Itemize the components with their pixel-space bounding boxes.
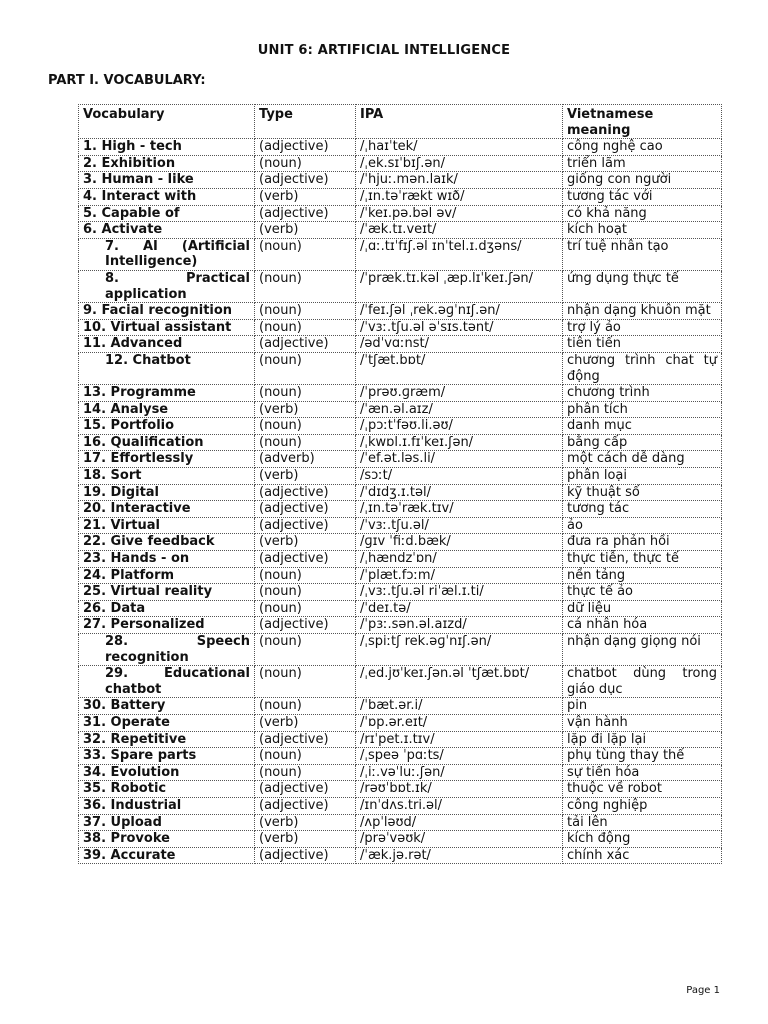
ipa-cell: /ˌhændzˈɒn/ bbox=[356, 551, 563, 568]
vocab-word-cell: 21. Virtual bbox=[79, 517, 255, 534]
meaning-cell: thực tế ảo bbox=[563, 584, 722, 601]
table-row bbox=[79, 814, 722, 831]
vocab-word-cell: 7. AI (Artificial Intelligence) bbox=[79, 238, 255, 270]
word-type-cell: (adjective) bbox=[255, 797, 356, 814]
table-row bbox=[79, 484, 722, 501]
ipa-cell: /ˈtʃæt.bɒt/ bbox=[356, 352, 563, 384]
ipa-cell: /ˈpræk.tɪ.kəl ˌæp.lɪˈkeɪ.ʃən/ bbox=[356, 270, 563, 302]
table-row bbox=[79, 634, 722, 666]
vocab-word-cell: 16. Qualification bbox=[79, 434, 255, 451]
ipa-cell: /rəʊˈbɒt.ɪk/ bbox=[356, 781, 563, 798]
header-vocabulary: Vocabulary bbox=[79, 105, 255, 139]
vocab-word-cell: 33. Spare parts bbox=[79, 748, 255, 765]
ipa-cell: /sɔːt/ bbox=[356, 468, 563, 485]
table-row bbox=[79, 385, 722, 402]
meaning-cell: vận hành bbox=[563, 714, 722, 731]
vocab-word-cell: 2. Exhibition bbox=[79, 155, 255, 172]
word-type-cell: (noun) bbox=[255, 567, 356, 584]
ipa-cell: /ɪnˈdʌs.tri.əl/ bbox=[356, 797, 563, 814]
ipa-cell: /ˈpɜː.sən.əl.aɪzd/ bbox=[356, 617, 563, 634]
page-number: Page 1 bbox=[686, 985, 720, 996]
vocab-word-cell: 32. Repetitive bbox=[79, 731, 255, 748]
word-type-cell: (verb) bbox=[255, 814, 356, 831]
table-row bbox=[79, 418, 722, 435]
ipa-cell: /ˈæk.tɪ.veɪt/ bbox=[356, 222, 563, 239]
word-type-cell: (verb) bbox=[255, 534, 356, 551]
table-row bbox=[79, 781, 722, 798]
word-type-cell: (adjective) bbox=[255, 336, 356, 353]
ipa-cell: /ˌvɜː.tʃu.əl riˈæl.ɪ.ti/ bbox=[356, 584, 563, 601]
ipa-cell: /ˌhaɪˈtek/ bbox=[356, 139, 563, 156]
ipa-cell: /ˌɪn.təˈrækt wɪð/ bbox=[356, 188, 563, 205]
meaning-cell: trí tuệ nhân tạo bbox=[563, 238, 722, 270]
meaning-cell: tương tác với bbox=[563, 188, 722, 205]
table-row bbox=[79, 139, 722, 156]
ipa-cell: /ʌpˈləʊd/ bbox=[356, 814, 563, 831]
ipa-cell: /ˈef.ət.ləs.li/ bbox=[356, 451, 563, 468]
meaning-cell: chương trình bbox=[563, 385, 722, 402]
ipa-cell: /ˈplæt.fɔːm/ bbox=[356, 567, 563, 584]
table-row bbox=[79, 797, 722, 814]
ipa-cell: /ˌiː.vəˈluː.ʃən/ bbox=[356, 764, 563, 781]
meaning-cell: nền tảng bbox=[563, 567, 722, 584]
table-body bbox=[79, 139, 722, 864]
meaning-cell: sự tiến hóa bbox=[563, 764, 722, 781]
meaning-cell: lặp đi lặp lại bbox=[563, 731, 722, 748]
meaning-cell: giống con người bbox=[563, 172, 722, 189]
section-heading: PART I. VOCABULARY: bbox=[48, 73, 206, 88]
table-row bbox=[79, 270, 722, 302]
word-type-cell: (noun) bbox=[255, 155, 356, 172]
ipa-cell: /ədˈvɑːnst/ bbox=[356, 336, 563, 353]
vocab-word-cell: 22. Give feedback bbox=[79, 534, 255, 551]
vocab-word-cell: 25. Virtual reality bbox=[79, 584, 255, 601]
vocab-word-cell: 24. Platform bbox=[79, 567, 255, 584]
ipa-cell: /ˌed.jʊˈkeɪ.ʃən.əl ˈtʃæt.bɒt/ bbox=[356, 666, 563, 698]
vocab-word-cell: 19. Digital bbox=[79, 484, 255, 501]
table-row bbox=[79, 600, 722, 617]
word-type-cell: (adjective) bbox=[255, 517, 356, 534]
vocab-word-cell: 26. Data bbox=[79, 600, 255, 617]
ipa-cell: /ɡɪv ˈfiːd.bæk/ bbox=[356, 534, 563, 551]
table-row bbox=[79, 451, 722, 468]
word-type-cell: (noun) bbox=[255, 270, 356, 302]
table-row bbox=[79, 188, 722, 205]
vocab-word-cell: 20. Interactive bbox=[79, 501, 255, 518]
vocab-word-cell: 37. Upload bbox=[79, 814, 255, 831]
word-type-cell: (noun) bbox=[255, 319, 356, 336]
meaning-cell: thực tiễn, thực tế bbox=[563, 551, 722, 568]
word-type-cell: (adjective) bbox=[255, 551, 356, 568]
vocab-word-cell: 5. Capable of bbox=[79, 205, 255, 222]
header-vietnamese-meaning: Vietnamese meaning bbox=[563, 105, 722, 139]
table-row bbox=[79, 468, 722, 485]
word-type-cell: (noun) bbox=[255, 418, 356, 435]
vocab-word-cell: 18. Sort bbox=[79, 468, 255, 485]
meaning-cell: thuộc về robot bbox=[563, 781, 722, 798]
ipa-cell: /ˈvɜː.tʃu.əl/ bbox=[356, 517, 563, 534]
header-type: Type bbox=[255, 105, 356, 139]
vocab-word-cell: 35. Robotic bbox=[79, 781, 255, 798]
ipa-cell: /ˈdeɪ.tə/ bbox=[356, 600, 563, 617]
word-type-cell: (adjective) bbox=[255, 139, 356, 156]
ipa-cell: /ˈæn.əl.aɪz/ bbox=[356, 401, 563, 418]
vocab-word-cell: 6. Activate bbox=[79, 222, 255, 239]
vocab-word-cell: 15. Portfolio bbox=[79, 418, 255, 435]
vocab-word-cell: 1. High - tech bbox=[79, 139, 255, 156]
ipa-cell: /prəˈvəʊk/ bbox=[356, 831, 563, 848]
table-row bbox=[79, 698, 722, 715]
header-ipa: IPA bbox=[356, 105, 563, 139]
table-row bbox=[79, 714, 722, 731]
word-type-cell: (verb) bbox=[255, 188, 356, 205]
word-type-cell: (noun) bbox=[255, 600, 356, 617]
word-type-cell: (adjective) bbox=[255, 617, 356, 634]
word-type-cell: (adjective) bbox=[255, 205, 356, 222]
ipa-cell: /ˈbæt.ər.i/ bbox=[356, 698, 563, 715]
word-type-cell: (adverb) bbox=[255, 451, 356, 468]
word-type-cell: (noun) bbox=[255, 385, 356, 402]
table-row bbox=[79, 567, 722, 584]
vocab-word-cell: 39. Accurate bbox=[79, 847, 255, 864]
table-row bbox=[79, 205, 722, 222]
word-type-cell: (adjective) bbox=[255, 731, 356, 748]
table-row bbox=[79, 831, 722, 848]
meaning-cell: tương tác bbox=[563, 501, 722, 518]
ipa-cell: /ˌek.sɪˈbɪʃ.ən/ bbox=[356, 155, 563, 172]
table-row bbox=[79, 666, 722, 698]
table-row bbox=[79, 501, 722, 518]
meaning-cell: phân tích bbox=[563, 401, 722, 418]
word-type-cell: (verb) bbox=[255, 222, 356, 239]
meaning-cell: dữ liệu bbox=[563, 600, 722, 617]
vocab-word-cell: 13. Programme bbox=[79, 385, 255, 402]
table-row bbox=[79, 401, 722, 418]
meaning-cell: danh mục bbox=[563, 418, 722, 435]
vocab-word-cell: 28. Speech recognition bbox=[79, 634, 255, 666]
table-row bbox=[79, 551, 722, 568]
vocab-word-cell: 29. Educational chatbot bbox=[79, 666, 255, 698]
ipa-cell: /ˌɪn.təˈræk.tɪv/ bbox=[356, 501, 563, 518]
vocab-word-cell: 38. Provoke bbox=[79, 831, 255, 848]
table-row bbox=[79, 731, 722, 748]
meaning-cell: chính xác bbox=[563, 847, 722, 864]
word-type-cell: (noun) bbox=[255, 584, 356, 601]
vocab-word-cell: 34. Evolution bbox=[79, 764, 255, 781]
vocab-word-cell: 27. Personalized bbox=[79, 617, 255, 634]
table-row bbox=[79, 336, 722, 353]
vocab-word-cell: 10. Virtual assistant bbox=[79, 319, 255, 336]
ipa-cell: /ˈɒp.ər.eɪt/ bbox=[356, 714, 563, 731]
word-type-cell: (noun) bbox=[255, 434, 356, 451]
meaning-cell: công nghiệp bbox=[563, 797, 722, 814]
ipa-cell: /rɪˈpet.ɪ.tɪv/ bbox=[356, 731, 563, 748]
vocab-word-cell: 31. Operate bbox=[79, 714, 255, 731]
meaning-cell: ảo bbox=[563, 517, 722, 534]
table-row bbox=[79, 617, 722, 634]
table-header-row bbox=[79, 105, 722, 139]
ipa-cell: /ˈhjuː.mən.laɪk/ bbox=[356, 172, 563, 189]
document-title: UNIT 6: ARTIFICIAL INTELLIGENCE bbox=[257, 43, 511, 58]
ipa-cell: /ˌpɔːtˈfəʊ.li.əʊ/ bbox=[356, 418, 563, 435]
vocab-word-cell: 17. Effortlessly bbox=[79, 451, 255, 468]
ipa-cell: /ˈdɪdʒ.ɪ.təl/ bbox=[356, 484, 563, 501]
vocabulary-table bbox=[78, 104, 722, 864]
meaning-cell: nhận dạng giọng nói bbox=[563, 634, 722, 666]
ipa-cell: /ˌkwɒl.ɪ.fɪˈkeɪ.ʃən/ bbox=[356, 434, 563, 451]
meaning-cell: phụ tùng thay thế bbox=[563, 748, 722, 765]
meaning-cell: pin bbox=[563, 698, 722, 715]
meaning-cell: triển lãm bbox=[563, 155, 722, 172]
word-type-cell: (adjective) bbox=[255, 172, 356, 189]
meaning-cell: chatbot dùng trong giáo dục bbox=[563, 666, 722, 698]
vocab-word-cell: 4. Interact with bbox=[79, 188, 255, 205]
vocab-word-cell: 11. Advanced bbox=[79, 336, 255, 353]
ipa-cell: /ˈkeɪ.pə.bəl əv/ bbox=[356, 205, 563, 222]
table-row bbox=[79, 434, 722, 451]
table-row bbox=[79, 847, 722, 864]
table-row bbox=[79, 748, 722, 765]
meaning-cell: ứng dụng thực tế bbox=[563, 270, 722, 302]
ipa-cell: /ˈvɜː.tʃu.əl əˈsɪs.tənt/ bbox=[356, 319, 563, 336]
meaning-cell: nhận dạng khuôn mặt bbox=[563, 303, 722, 320]
word-type-cell: (noun) bbox=[255, 666, 356, 698]
ipa-cell: /ˌspeə ˈpɑːts/ bbox=[356, 748, 563, 765]
table-row bbox=[79, 517, 722, 534]
word-type-cell: (noun) bbox=[255, 634, 356, 666]
vocab-word-cell: 12. Chatbot bbox=[79, 352, 255, 384]
meaning-cell: bằng cấp bbox=[563, 434, 722, 451]
word-type-cell: (verb) bbox=[255, 401, 356, 418]
word-type-cell: (noun) bbox=[255, 748, 356, 765]
word-type-cell: (adjective) bbox=[255, 847, 356, 864]
table-row bbox=[79, 303, 722, 320]
meaning-cell: kỹ thuật số bbox=[563, 484, 722, 501]
meaning-cell: phân loại bbox=[563, 468, 722, 485]
word-type-cell: (noun) bbox=[255, 698, 356, 715]
vocab-word-cell: 23. Hands - on bbox=[79, 551, 255, 568]
ipa-cell: /ˈprəʊ.ɡræm/ bbox=[356, 385, 563, 402]
meaning-cell: công nghệ cao bbox=[563, 139, 722, 156]
meaning-cell: có khả năng bbox=[563, 205, 722, 222]
meaning-cell: kích động bbox=[563, 831, 722, 848]
meaning-cell: trợ lý ảo bbox=[563, 319, 722, 336]
vocab-word-cell: 14. Analyse bbox=[79, 401, 255, 418]
vocab-word-cell: 36. Industrial bbox=[79, 797, 255, 814]
meaning-cell: một cách dễ dàng bbox=[563, 451, 722, 468]
table-row bbox=[79, 238, 722, 270]
vocab-word-cell: 30. Battery bbox=[79, 698, 255, 715]
table-row bbox=[79, 352, 722, 384]
word-type-cell: (verb) bbox=[255, 468, 356, 485]
table-row bbox=[79, 222, 722, 239]
vocab-word-cell: 3. Human - like bbox=[79, 172, 255, 189]
table-row bbox=[79, 764, 722, 781]
table-row bbox=[79, 155, 722, 172]
table-row bbox=[79, 534, 722, 551]
ipa-cell: /ˈfeɪ.ʃəl ˌrek.əɡˈnɪʃ.ən/ bbox=[356, 303, 563, 320]
table-row bbox=[79, 172, 722, 189]
word-type-cell: (adjective) bbox=[255, 484, 356, 501]
vocab-word-cell: 9. Facial recognition bbox=[79, 303, 255, 320]
word-type-cell: (noun) bbox=[255, 238, 356, 270]
word-type-cell: (verb) bbox=[255, 831, 356, 848]
meaning-cell: đưa ra phản hồi bbox=[563, 534, 722, 551]
meaning-cell: tiên tiến bbox=[563, 336, 722, 353]
vocab-word-cell: 8. Practical application bbox=[79, 270, 255, 302]
meaning-cell: cá nhân hóa bbox=[563, 617, 722, 634]
table-row bbox=[79, 319, 722, 336]
word-type-cell: (noun) bbox=[255, 764, 356, 781]
ipa-cell: /ˌɑː.tɪˈfɪʃ.əl ɪnˈtel.ɪ.dʒəns/ bbox=[356, 238, 563, 270]
word-type-cell: (verb) bbox=[255, 714, 356, 731]
meaning-cell: kích hoạt bbox=[563, 222, 722, 239]
ipa-cell: /ˈæk.jə.rət/ bbox=[356, 847, 563, 864]
table-row bbox=[79, 584, 722, 601]
word-type-cell: (noun) bbox=[255, 303, 356, 320]
ipa-cell: /ˌspiːtʃ rek.əɡˈnɪʃ.ən/ bbox=[356, 634, 563, 666]
meaning-cell: chương trình chat tự động bbox=[563, 352, 722, 384]
word-type-cell: (adjective) bbox=[255, 501, 356, 518]
word-type-cell: (adjective) bbox=[255, 781, 356, 798]
word-type-cell: (noun) bbox=[255, 352, 356, 384]
meaning-cell: tải lên bbox=[563, 814, 722, 831]
